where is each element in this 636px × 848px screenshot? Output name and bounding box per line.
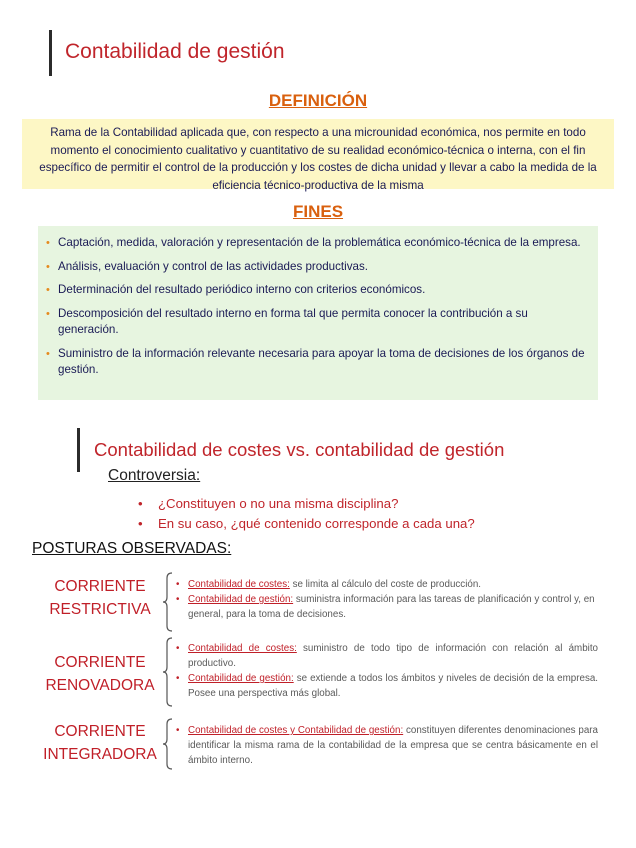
corriente-integradora-desc [176,723,598,768]
comparison-accent-bar [77,428,80,472]
definicion-box [22,119,614,192]
list-item: • Contabilidad de gestión: se extiende a todos los ámbitos y niveles de decisión de la empresa. Posee una perspectiva más global. [176,673,599,699]
fines-heading: FINES [292,202,344,221]
brace-icon [162,718,174,770]
title-accent-bar [49,30,52,76]
corriente-renovadora-label: CORRIENTE RENOVADORA [45,654,155,694]
list-item: • Descomposición del resultado interno en forma tal que permita conocer la contribución a su generación. [46,306,528,336]
comparison-title: Contabilidad de costes vs. contabilidad de gestión [94,439,505,460]
list-item: • Captación, medida, valoración y representación de la problemática económico-técnica de la empresa. [46,236,581,249]
list-item: • Contabilidad de gestión: suministra información para las tareas de planificación y control y, en general, para la toma de decisiones. [176,594,595,620]
definicion-text: Rama de la Contabilidad aplicada que, con respecto a una microunidad económica, nos permite en todo momento el conocimiento cualitativo y cuantitativo de su realidad económico-técnica o interna, con el fin específico de permitir el control de la producción y los costes de dicha unidad y llevar a cabo la medida de la eficiencia técnico-productiva de la misma [39,126,597,192]
list-item: • Suministro de la información relevante necesaria para apoyar la toma de decisiones de los órganos de gestión. [46,346,585,376]
questions-list [138,494,475,534]
corriente-restrictiva-label: CORRIENTE RESTRICTIVA [49,578,151,618]
definicion-heading: DEFINICIÓN [268,91,368,110]
fines-box [38,226,598,400]
page-title: Contabilidad de gestión [65,40,285,63]
brace-icon [162,637,174,707]
corriente-restrictiva-desc [176,577,598,622]
fines-list [46,235,588,379]
list-item: • Contabilidad de costes: suministro de todo tipo de información con relación al ámbito productivo. [176,643,599,669]
corriente-renovadora-desc [176,641,598,701]
controversia-label: Controversia: [108,467,201,484]
list-item: • En su caso, ¿qué contenido corresponde a cada una? [138,516,475,531]
posturas-label: POSTURAS OBSERVADAS: [32,540,232,557]
list-item: • Contabilidad de costes: se limita al cálculo del coste de producción. [176,579,481,590]
list-item: • Contabilidad de costes y Contabilidad de gestión: constituyen diferentes denominaciones para identificar la misma rama de la contabilidad de la empresa que se centra básicamente en el ámbito interno. [176,725,598,766]
list-item: • Determinación del resultado periódico interno con criterios económicos. [46,283,426,296]
corriente-integradora-label: CORRIENTE INTEGRADORA [43,723,157,763]
list-item: • Análisis, evaluación y control de las actividades productivas. [46,259,368,273]
list-item: • ¿Constituyen o no una misma disciplina? [138,496,399,511]
brace-icon [162,572,174,632]
